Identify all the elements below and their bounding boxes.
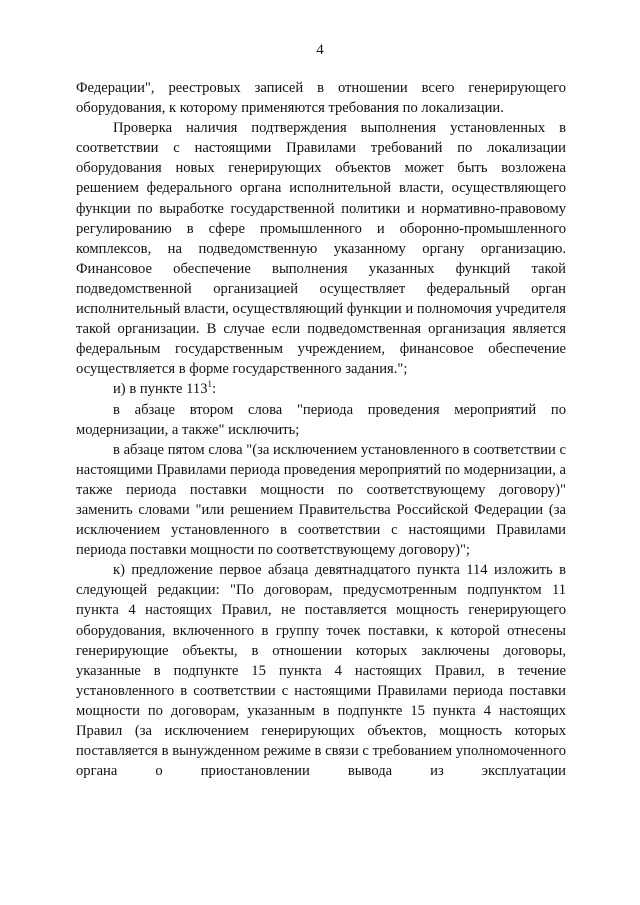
paragraph-item-k: к) предложение первое абзаца девятнадцатого пункта 114 изложить в следующей редакции: "По договорам, предусмотренным подпунктом 11 пункта 4 настоящих Правил, не поставляется мощность генерирующего оборудования, включенного в группу точек поставки, к которой отнесены генерирующие объекты, в отношении которых заключены договоры, указанные в подпункте 15 пункта 4 настоящих Правил, в течение установленного в соответствии с настоящими Правилами периода поставки мощности по договорам, указанным в подпункте 15 пункта 4 настоящих Правил (за исключением генерирующих объектов, мощность которых поставляется в вынужденном режиме в связи с требованием уполномоченного органа о приостановлении вывода из эксплуатации [76,562,566,780]
document-body [76,78,566,781]
paragraph-continuation: Федерации", реестровых записей в отношении всего генерирующего оборудования, к которому применяются требования по локализации. [76,80,566,117]
paragraph-fifth-subparagraph: в абзаце пятом слова "(за исключением установленного в соответствии с настоящими Правилами периода проведения мероприятий по модернизации, а также периода поставки мощности по соответствующему договору)" заменить словами "или решением Правительства Российской Федерации (за исключением установленного в соответствии с настоящими Правилами периода поставки мощности по соответствующему договору)"; [76,441,566,559]
page-number: 4 [316,42,324,58]
item-i-text: и) в пункте 113 [113,381,208,398]
paragraph-item-i [76,379,566,399]
paragraph-second-subparagraph: в абзаце втором слова "периода проведения мероприятий по модернизации, а также" исключить; [76,401,566,438]
item-i-superscript: 1 [207,379,213,390]
item-i-colon: : [212,381,217,398]
paragraph-verification: Проверка наличия подтверждения выполнения установленных в соответствии с настоящими Правилами требований по локализации оборудования новых генерирующих объектов может быть возложена решением федерального органа исполнительной власти, осуществляющего функции по выработке государственной политики и нормативно-правовому регулированию в сфере промышленного и оборонно-промышленного комплексов, на подведомственную указанному органу организацию. Финансовое обеспечение выполнения указанных функций такой подведомственной организацией осуществляет федеральный орган исполнительный власти, осуществляющий функции и полномочия учредителя такой организации. В случае если подведомственная организация является федеральным государственным учреждением, финансовое обеспечение осуществляется в форме государственного задания."; [76,120,566,378]
